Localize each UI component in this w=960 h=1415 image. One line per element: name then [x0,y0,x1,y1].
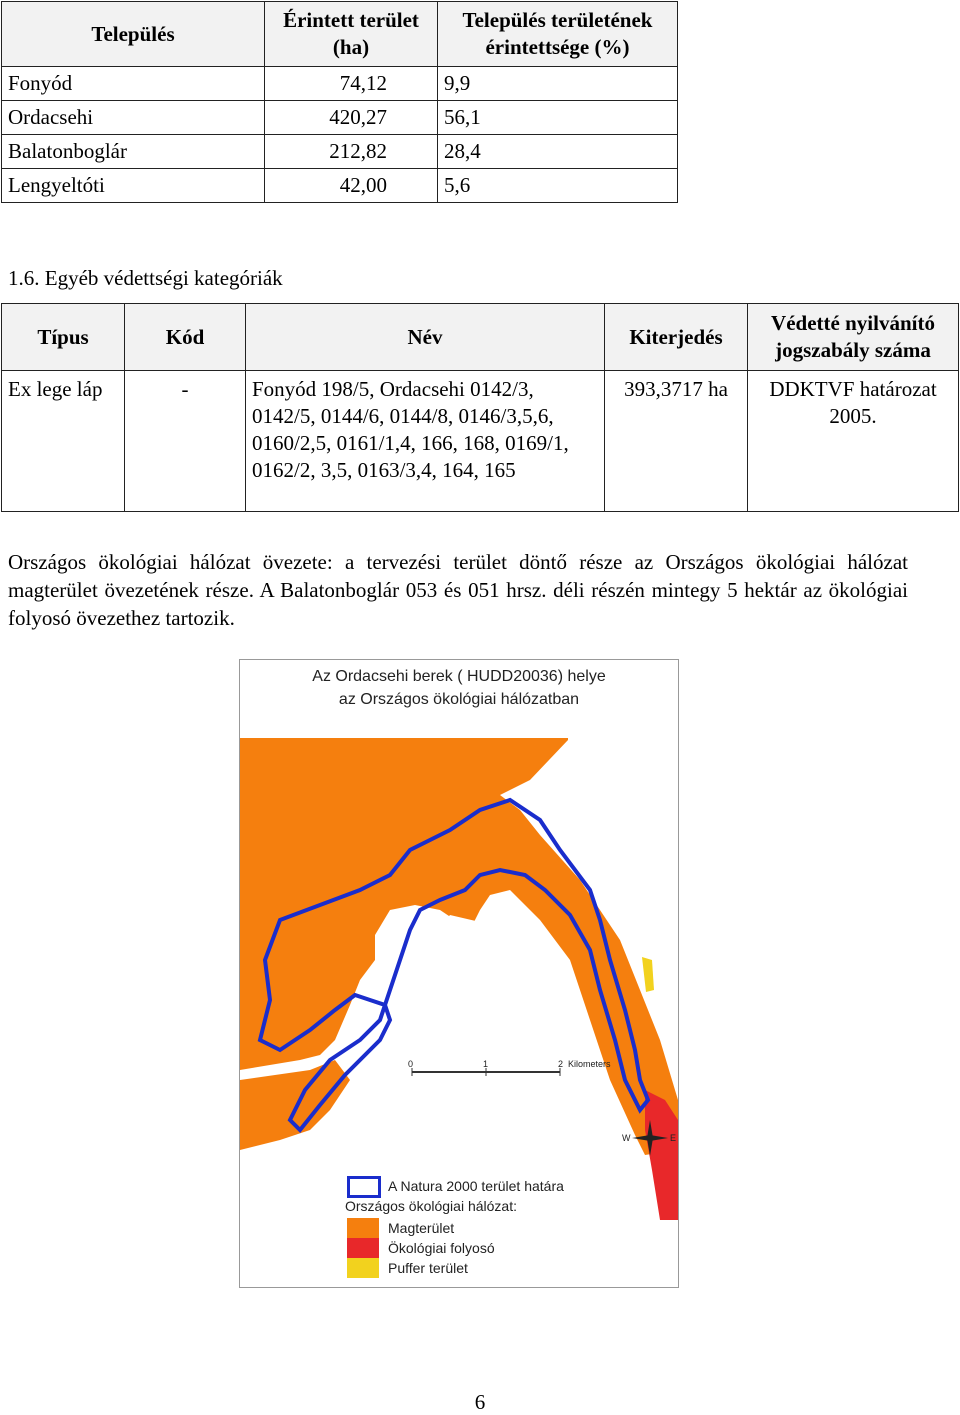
col-header-code: Kód [125,304,246,371]
legend-label-corridor: Ökológiai folyosó [388,1240,495,1256]
table-row [2,101,678,135]
map-title-line2: az Országos ökológiai hálózatban [338,691,580,708]
ecological-network-map [239,659,679,1288]
table-row [2,67,678,101]
scale-label-0: 0 [408,1059,414,1069]
protection-category-table [1,303,959,512]
col-header-name: Név [246,304,605,371]
col-header-municipality: Település [2,2,265,67]
cell-extent: 393,3717 ha [605,371,748,512]
municipality-impact-table [1,1,678,203]
cell-municipality: Balatonboglár [2,135,265,169]
cell-code: - [125,371,246,512]
col-header-type: Típus [2,304,125,371]
legend-swatch-natura [347,1176,381,1198]
cell-percent: 5,6 [438,169,678,203]
legend-label-natura: A Natura 2000 terület határa [388,1178,564,1194]
cell-percent: 28,4 [438,135,678,169]
col-header-legal-act: Védetté nyilvánító jogszabály száma [748,304,959,371]
cell-area: 74,12 [265,67,438,101]
body-paragraph: Országos ökológiai hálózat övezete: a tervezési terület döntő része az Országos ökológiai hálózat magterület övezetének része. A Balatonboglár 053 és 051 hrsz. déli részén mintegy 5 hektár az ökológiai folyosó övezethez tartozik. [8,550,908,630]
page-number: 6 [474,1390,486,1414]
legend-label-core: Magterület [388,1220,455,1236]
core-area-shape [240,1060,350,1150]
cell-area: 420,27 [265,101,438,135]
col-header-extent: Kiterjedés [605,304,748,371]
table-row [2,169,678,203]
legend-network-title: Országos ökológiai hálózat: [345,1198,517,1214]
cell-percent: 9,9 [438,67,678,101]
compass-west: W [622,1133,631,1143]
legend-swatch-buffer [347,1258,379,1278]
cell-type: Ex lege láp [2,371,125,512]
legend-swatch-corridor [347,1238,379,1258]
cell-percent: 56,1 [438,101,678,135]
cell-name: Fonyód 198/5, Ordacsehi 0142/3, 0142/5, 0144/6, 0144/8, 0146/3,5,6, 0160/2,5, 0161/1,4, 166, 168, 0169/1, 0162/2, 3,5, 0163/3,4, 164, 165 [246,371,605,512]
table-row [2,135,678,169]
map-title-line1: Az Ordacsehi berek ( HUDD20036) helye [312,668,606,685]
col-header-affected-area: Érintett terület (ha) [265,2,438,67]
table-row [2,371,959,512]
cell-legal-act: DDKTVF határozat 2005. [748,371,959,512]
legend-swatch-core [347,1218,379,1238]
cell-area: 42,00 [265,169,438,203]
col-header-affected-percent: Település területének érintettsége (%) [438,2,678,67]
cell-municipality: Fonyód [2,67,265,101]
cell-municipality: Lengyeltóti [2,169,265,203]
scale-label-2: 2 [558,1059,564,1069]
compass-east: E [670,1133,677,1143]
cell-area: 212,82 [265,135,438,169]
scale-label-unit: Kilometers [568,1059,611,1069]
scale-label-1: 1 [483,1059,489,1069]
cell-municipality: Ordacsehi [2,101,265,135]
legend-label-buffer: Puffer terület [388,1260,468,1276]
section-heading: 1.6. Egyéb védettségi kategóriák [8,266,283,290]
buffer-area-shape [642,957,654,992]
